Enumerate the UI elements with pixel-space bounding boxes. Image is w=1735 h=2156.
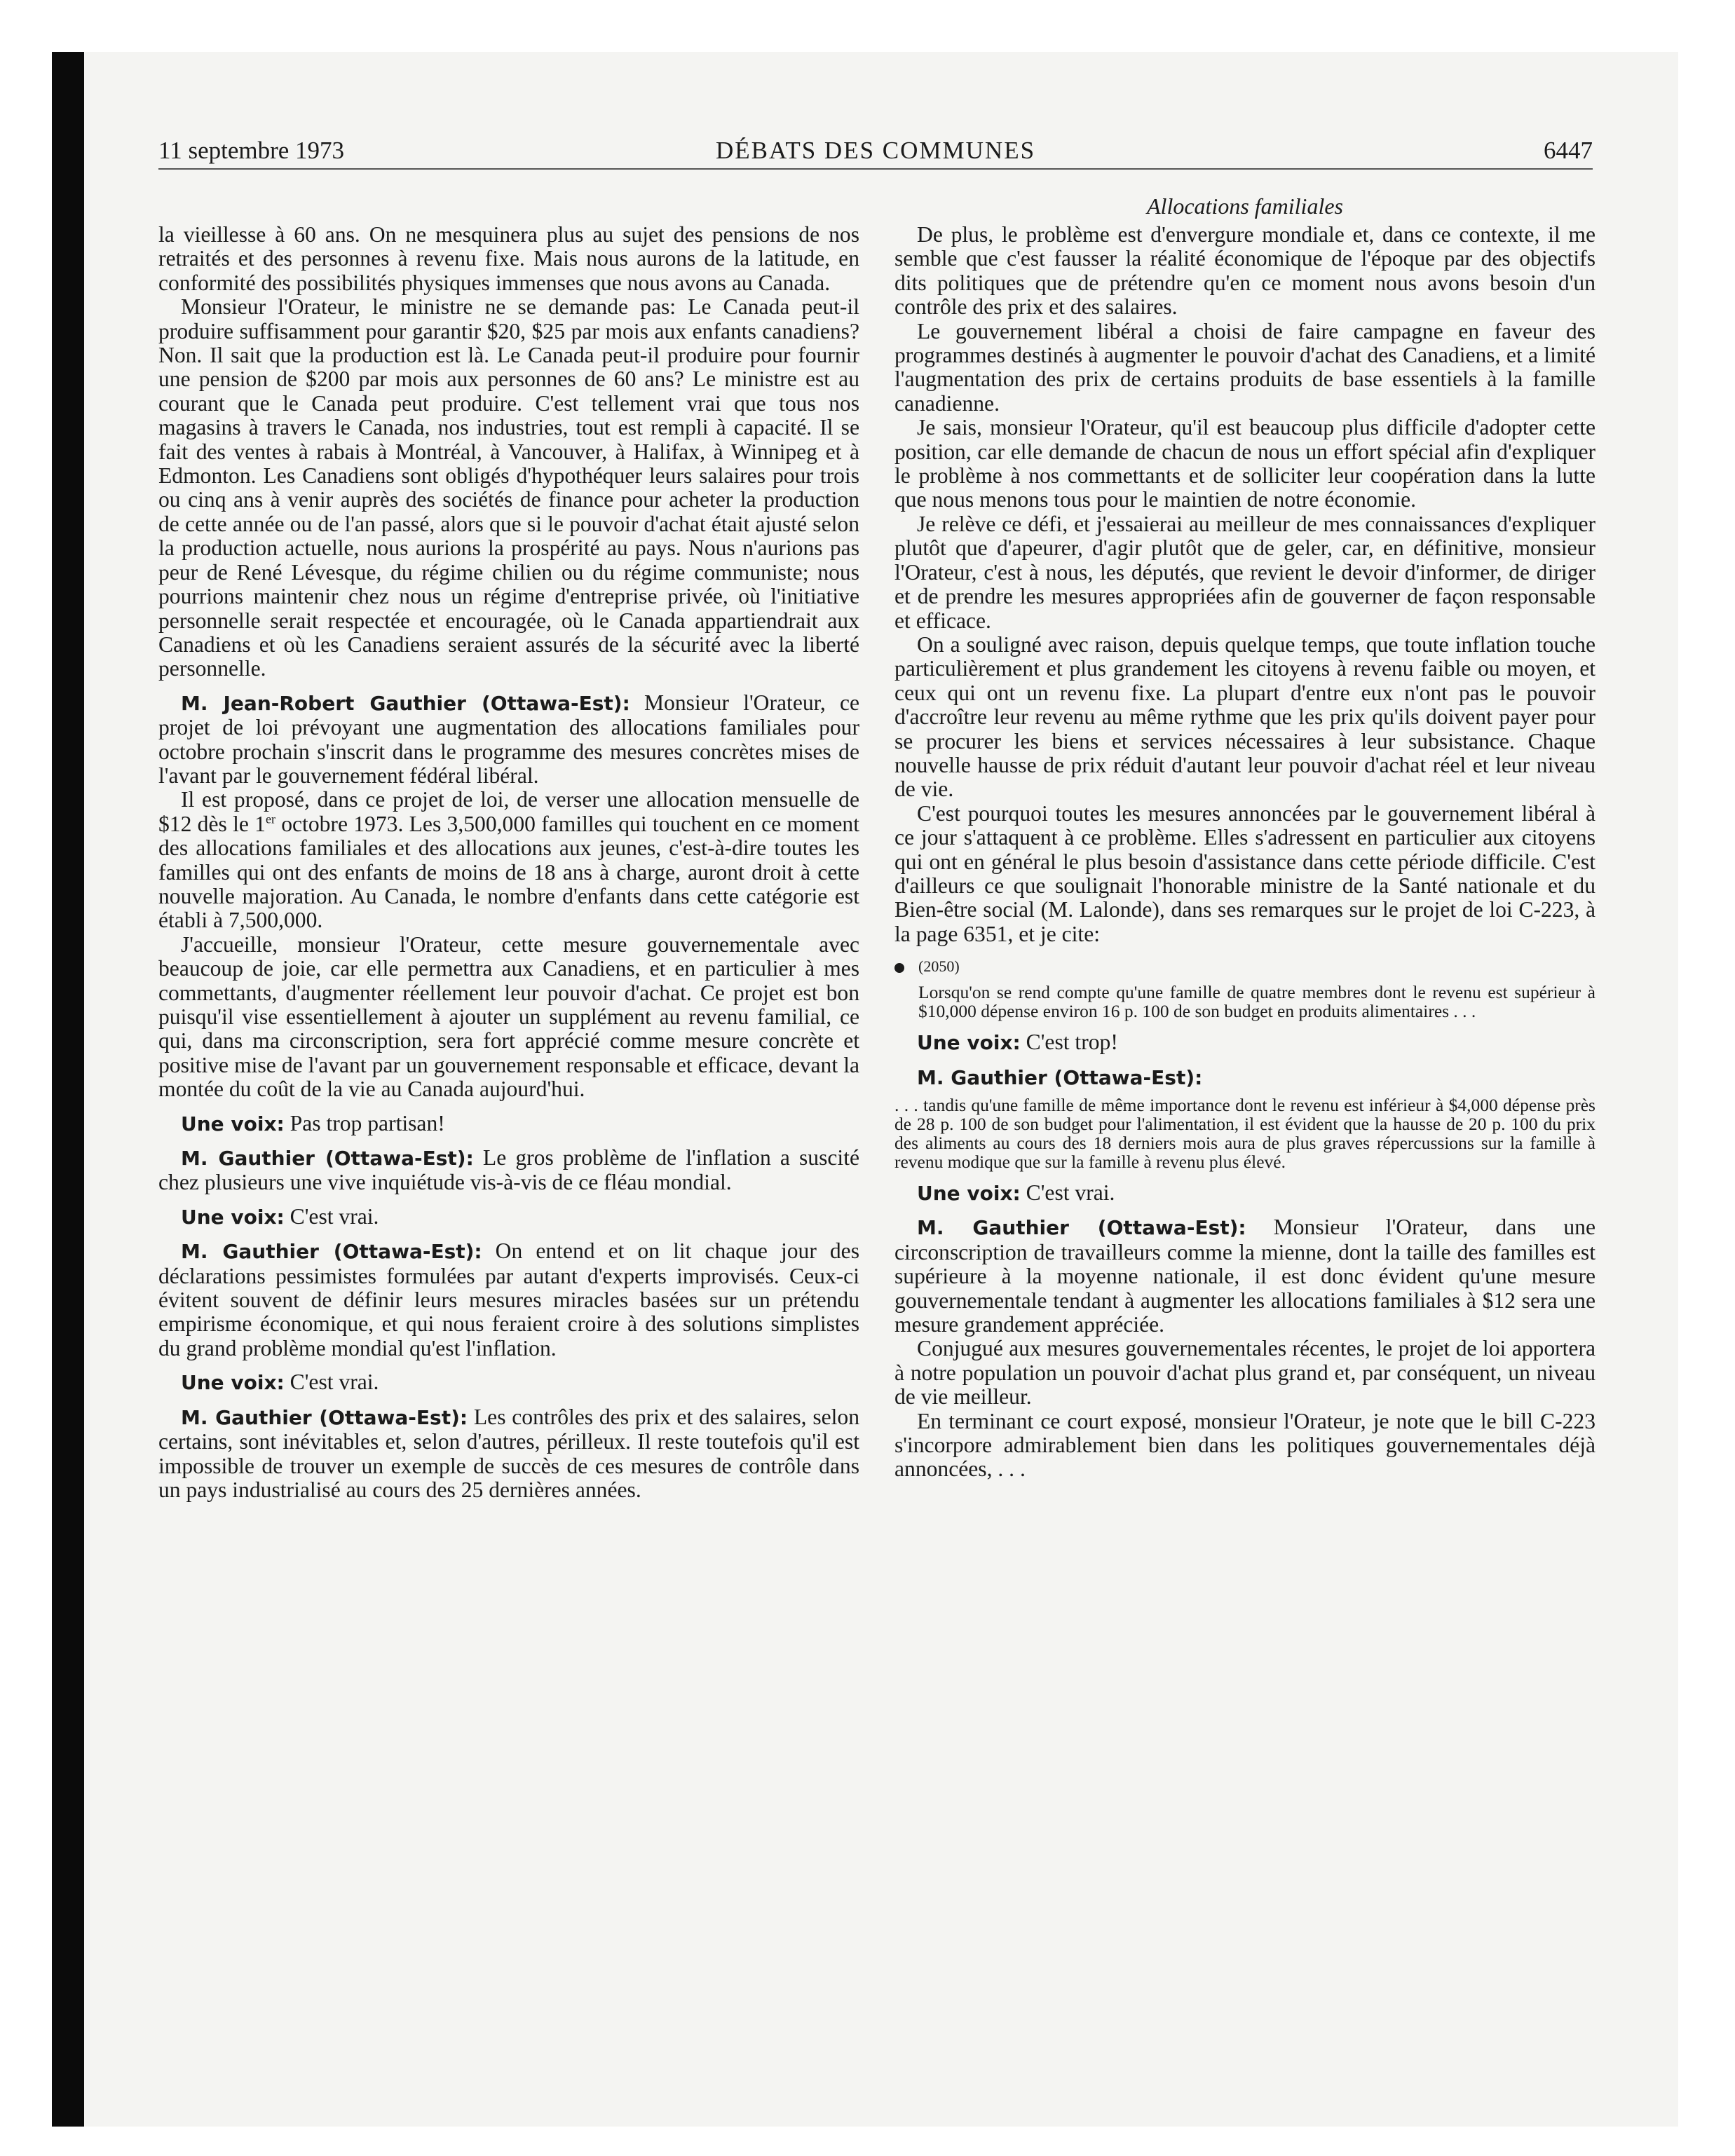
speech-text: C'est vrai. (1020, 1180, 1115, 1205)
speaker-name: Une voix: (181, 1205, 285, 1229)
speech-text: On entend et on lit chaque jour des déclarations pessimistes formulées par autant d'experts improvisés. Ceux-ci évitent souvent de définir leurs mesures miracles basées sur un prétendu empirisme économique, et qui nous feraient croire à des solutions simplistes du grand problème mondial qu'est l'inflation. (158, 1239, 859, 1360)
header-title: DÉBATS DES COMMUNES (715, 137, 1036, 164)
paragraph: Monsieur l'Orateur, le ministre ne se demande pas: Le Canada peut-il produire suffisamment pour garantir $20, $25 par mois aux enfants canadiens? Non. Il sait que la production est là. Le Canada peut-il produire pour fournir une pension de $200 par mois aux personnes de 60 ans? Le ministre est au courant que le Canada peut produire. C'est tellement vrai que tous nos magasins à travers le Canada, nos industries, tout est rempli à capacité. Il se fait des ventes à rabais à Montréal, à Vancouver, à Halifax, à Winnipeg et à Edmonton. Les Canadiens sont obligés d'hypothéquer leurs salaires pour trois ou cinq ans à venir auprès des sociétés de finance pour acheter la production de cette année ou de l'an passé, alors que si le pouvoir d'achat était ajusté selon la production actuelle, nous aurions la prospérité au pays. Nous n'aurions pas peur de René Lévesque, du régime chilien ou du régime communiste; nous pourrions maintenir chez nous un régime d'entreprise privée, où l'initiative personnelle serait respectée et encouragée, où le Canada appartiendrait aux Canadiens et où les Canadiens seraient assurés de la sécurité avec la liberté personnelle. (158, 294, 859, 681)
speech-paragraph (158, 1405, 859, 1503)
speech-paragraph (158, 1239, 859, 1360)
header-rule (158, 168, 1593, 170)
paragraph (158, 788, 859, 932)
speech-text: C'est trop! (1020, 1030, 1118, 1055)
speech-paragraph (158, 691, 859, 789)
paragraph: Je relève ce défi, et j'essaierai au meilleur de mes connaissances d'expliquer plutôt que d'apeurer, d'agir plutôt que de geler, car, en définitive, monsieur l'Orateur, c'est à nous, les députés, que revient le devoir d'informer, de diriger et de prendre les mesures appropriées afin de gouverner de façon responsable et efficace. (894, 511, 1595, 633)
paragraph: On a souligné avec raison, depuis quelque temps, que toute inflation touche particulièrement et plus grandement les citoyens à revenu faible ou moyen, et ceux qui ont un revenu fixe. La plupart d'entre eux n'ont pas le pouvoir d'accroître leur revenu au même rythme que les prix qu'ils doivent payer pour se procurer les biens et services nécessaires à leur subsistance. Chaque nouvelle hausse de prix réduit d'autant leur pouvoir d'achat réel et leur niveau de vie. (894, 632, 1595, 802)
speaker-name: M. Gauthier (Ottawa-Est): (917, 1065, 1203, 1089)
time-marker-text: (2050) (918, 957, 960, 976)
paragraph: Je sais, monsieur l'Orateur, qu'il est beaucoup plus difficile d'adopter cette position, car elle demande de chacun de nous un effort spécial afin d'expliquer le problème à nos commettants et de solliciter leur coopération dans la lutte que nous menons tous pour le maintien de notre économie. (894, 415, 1595, 512)
speaker-name: M. Gauthier (Ottawa-Est): (181, 1405, 468, 1429)
paragraph: Conjugué aux mesures gouvernementales récentes, le projet de loi apportera à notre population un pouvoir d'achat plus grand et, par conséquent, un niveau de vie meilleur. (894, 1336, 1595, 1410)
speaker-name: Une voix: (181, 1371, 285, 1395)
speech-text: C'est vrai. (284, 1370, 379, 1395)
right-column (894, 192, 1595, 1482)
block-quote: Lorsqu'on se rend compte qu'une famille de quatre membres dont le revenu est supérieur à $10,000 dépense environ 16 p. 100 de son budget en produits alimentaires . . . (918, 982, 1595, 1022)
speech-text: C'est vrai. (284, 1203, 379, 1229)
header-page-number: 6447 (1544, 137, 1593, 164)
paragraph: la vieillesse à 60 ans. On ne mesquinera plus au sujet des pensions de nos retraités et des personnes à revenu fixe. Mais nous aurons de la latitude, en conformité des possibilités physiques immenses que nous avons au Canada. (158, 222, 859, 295)
speech-paragraph (894, 1065, 1595, 1090)
speaker-name: M. Jean-Robert Gauthier (Ottawa-Est): (181, 691, 630, 715)
superscript: er (265, 812, 275, 826)
page-header (158, 133, 1593, 168)
paragraph: Le gouvernement libéral a choisi de faire campagne en faveur des programmes destinés à augmenter le pouvoir d'achat des Canadiens, et a limité l'augmentation des prix de certains produits de base essentiels à la famille canadienne. (894, 318, 1595, 416)
paragraph: De plus, le problème est d'envergure mondiale et, dans ce contexte, il me semble que c'est fausser la réalité économique de l'époque par des objectifs dits politiques que de prétendre qu'en ce moment nous avons besoin d'un contrôle des prix et des salaires. (894, 222, 1595, 320)
paragraph: J'accueille, monsieur l'Orateur, cette mesure gouvernementale avec beaucoup de joie, car elle permettra aux Canadiens, et en particulier à mes commettants, d'augmenter réellement leur pouvoir d'achat. Ce projet est bon puisqu'il vise essentiellement à ajouter un supplément au revenu familial, ce qui, dans ma circonscription, sera fort apprécié comme mesure concrète et positive mise de l'avant par un gouvernement responsable et efficace, devant la montée du coût de la vie au Canada aujourd'hui. (158, 932, 859, 1102)
speaker-name: M. Gauthier (Ottawa-Est): (181, 1240, 482, 1264)
speech-text: Monsieur l'Orateur, ce projet de loi prévoyant une augmentation des allocations familiales pour octobre prochain s'inscrit dans le programme des mesures concrètes mises de l'avant par le gouvernement fédéral libéral. (158, 690, 860, 788)
speech-paragraph (894, 1215, 1595, 1337)
bullet-icon (894, 963, 904, 973)
paragraph: En terminant ce court exposé, monsieur l'Orateur, je note que le bill C-223 s'incorpore admirablement bien dans les politiques gouvernementales déjà annoncées, . . . (894, 1408, 1595, 1482)
running-title: Allocations familiales (1147, 193, 1343, 219)
speaker-name: Une voix: (917, 1182, 1021, 1205)
speech-text: Monsieur l'Orateur, dans une circonscription de travailleurs comme la mienne, dont la taille des familles est supérieure à la moyenne nationale, il est donc évident qu'une mesure gouvernementale tendant à augmenter les allocations familiales à $12 sera une mesure grandement appréciée. (894, 1215, 1595, 1337)
speaker-name: M. Gauthier (Ottawa-Est): (181, 1147, 474, 1171)
speech-text: Les contrôles des prix et des salaires, selon certains, sont inévitables et, selon d'autres, périlleux. Il reste toutefois qu'il est impossible de trouver un exemple de succès de ces mesures de contrôle dans un pays industrialisé au cours des 25 dernières années. (158, 1404, 860, 1502)
speaker-name: M. Gauthier (Ottawa-Est): (917, 1216, 1246, 1240)
block-quote: . . . tandis qu'une famille de même importance dont le revenu est inférieur à $4,000 dépense près de 28 p. 100 de son budget pour l'alimentation, il est évident que la hausse de 20 p. 100 du prix des aliments au cours des 18 derniers mois aura de plus graves répercussions sur la famille à revenu modique que sur la famille à revenu plus élevé. (894, 1095, 1595, 1172)
speaker-name: Une voix: (917, 1031, 1021, 1055)
interjection (894, 1181, 1595, 1206)
binding-edge (52, 52, 84, 2127)
time-marker (894, 956, 1595, 977)
interjection (158, 1205, 859, 1229)
speech-text: Pas trop partisan! (284, 1110, 445, 1135)
speaker-name: Une voix: (181, 1112, 285, 1135)
paragraph-text: octobre 1973. Les 3,500,000 familles qui touchent en ce moment des allocations familiales et des allocations aux jeunes, c'est-à-dire toutes les familles qui ont des enfants de moins de 18 ans à charge, auront droit à cette nouvelle majoration. Au Canada, le nombre d'enfants dans cette catégorie est établi à 7,500,000. (158, 811, 859, 933)
interjection (158, 1112, 859, 1136)
interjection (158, 1370, 859, 1395)
paragraph: C'est pourquoi toutes les mesures annoncées par le gouvernement libéral à ce jour s'attaquent à ce problème. Elles s'adressent en particulier aux citoyens qui ont en général le plus besoin d'assistance dans cette période difficile. C'est d'ailleurs ce que soulignait l'honorable ministre de la Santé nationale et du Bien-être social (M. Lalonde), dans ses remarques sur le projet de loi C-223, à la page 6351, et je cite: (894, 800, 1595, 946)
interjection (894, 1030, 1595, 1055)
paragraph-text: Il est proposé, dans ce projet de loi, de verser une allocation mensuelle de $12 dès le 1 (158, 787, 859, 836)
speech-text: Le gros problème de l'inflation a suscité chez plusieurs une vive inquiétude vis-à-vis de ce fléau mondial. (158, 1145, 859, 1195)
header-date: 11 septembre 1973 (158, 137, 345, 164)
left-column (158, 223, 859, 1502)
speech-paragraph (158, 1146, 859, 1195)
